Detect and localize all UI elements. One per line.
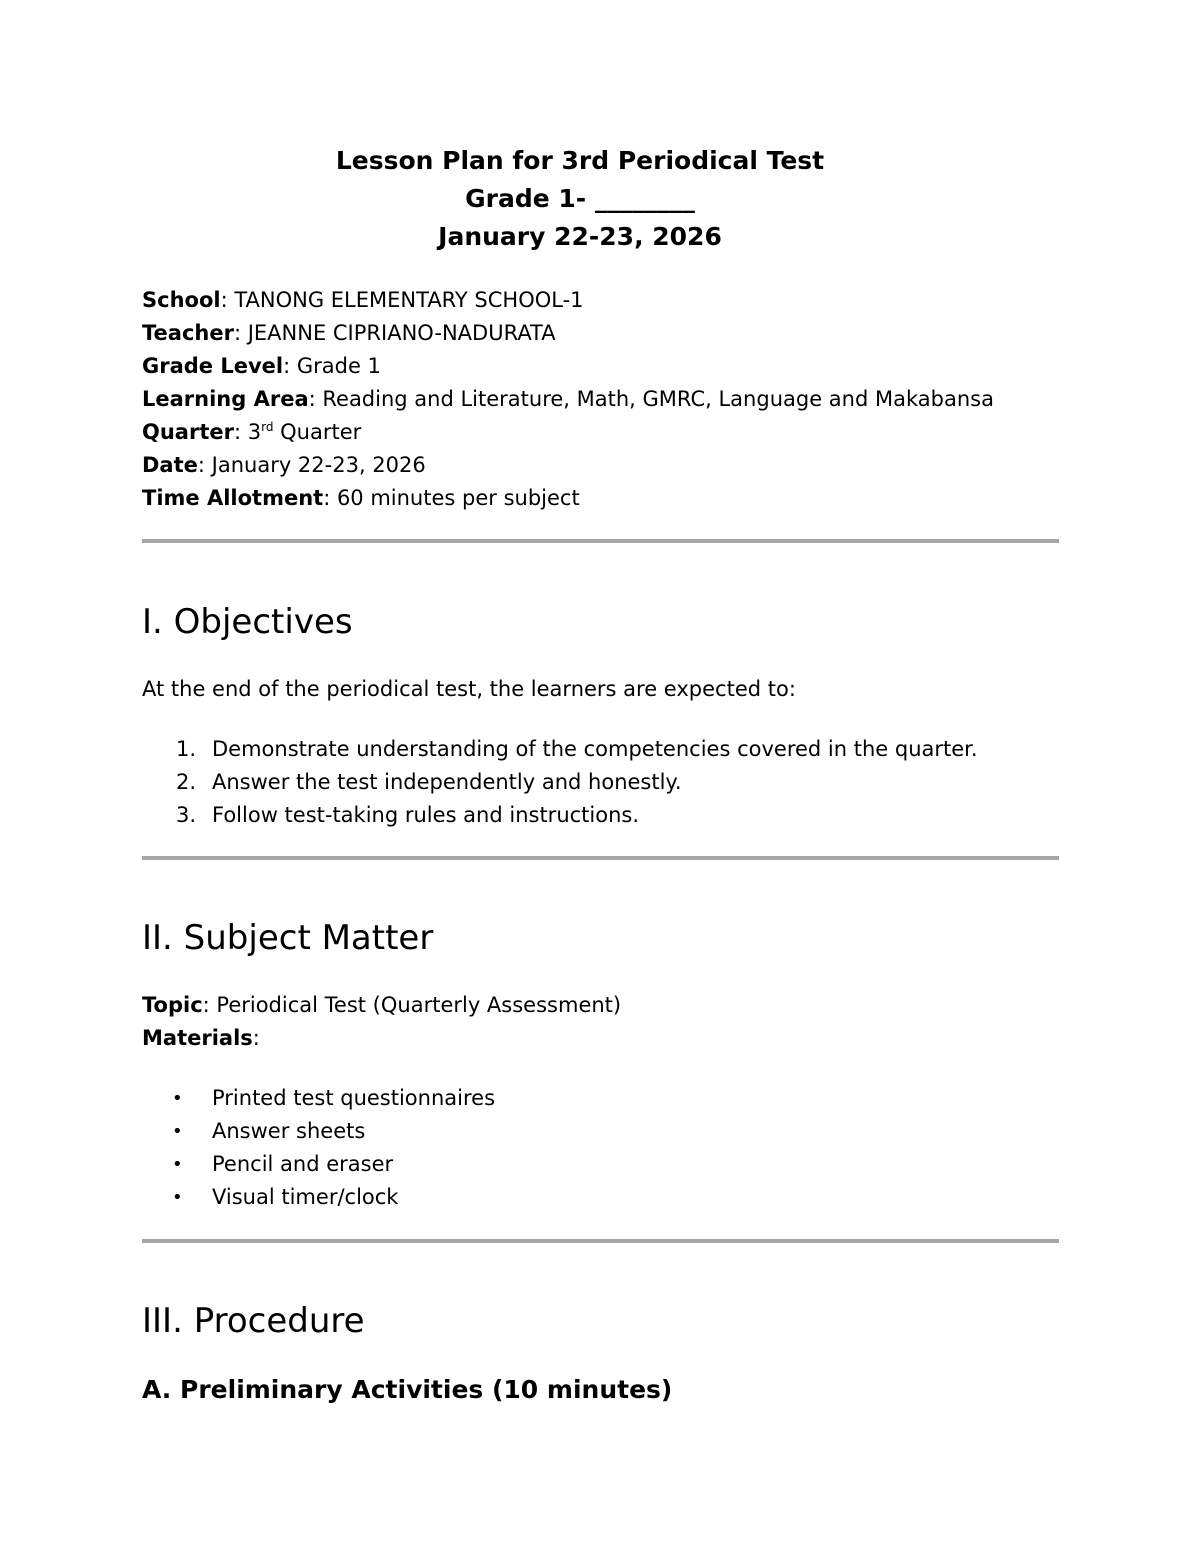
date-line: January 22-23, 2026: [438, 222, 722, 251]
horizontal-rule: [142, 1239, 1059, 1243]
preliminary-activities-heading: A. Preliminary Activities (10 minutes): [142, 1375, 673, 1404]
bullet-icon: •: [172, 1187, 183, 1208]
info-date: [142, 449, 994, 482]
materials-label: Materials: [142, 1026, 253, 1050]
list-item: [142, 733, 978, 766]
list-number: 1.: [176, 737, 197, 761]
list-item-text: Printed test questionnaires: [212, 1086, 496, 1110]
list-item: [142, 766, 978, 799]
topic-label: Topic: [142, 993, 203, 1017]
info-label: Quarter: [142, 420, 234, 444]
info-label: School: [142, 288, 221, 312]
info-value: : 3: [233, 420, 262, 444]
info-label: Learning Area: [142, 387, 309, 411]
list-item: [142, 1148, 495, 1181]
info-school: [142, 284, 994, 317]
info-grade-level: [142, 350, 994, 383]
list-item-text: Follow test-taking rules and instructions.: [212, 803, 640, 827]
info-value: Quarter: [273, 420, 362, 444]
topic-value: : Periodical Test (Quarterly Assessment): [202, 993, 622, 1017]
info-label: Time Allotment: [142, 486, 324, 510]
horizontal-rule: [142, 539, 1059, 543]
title-block: [0, 142, 1160, 256]
info-quarter: [142, 416, 994, 449]
materials-list: [142, 1082, 495, 1214]
info-label: Teacher: [142, 321, 234, 345]
list-item: [142, 1082, 495, 1115]
list-number: 3.: [176, 803, 197, 827]
procedure-heading: III. Procedure: [142, 1301, 365, 1341]
info-value: : TANONG ELEMENTARY SCHOOL-1: [220, 288, 584, 312]
list-item-text: Demonstrate understanding of the competencies covered in the quarter.: [212, 737, 978, 761]
info-value: : JEANNE CIPRIANO-NADURATA: [233, 321, 556, 345]
list-item-text: Pencil and eraser: [212, 1152, 394, 1176]
info-value: : January 22-23, 2026: [197, 453, 426, 477]
bullet-icon: •: [172, 1088, 183, 1109]
info-value: : Grade 1: [283, 354, 381, 378]
topic-line: [142, 989, 621, 1022]
info-label: Date: [142, 453, 198, 477]
list-number: 2.: [176, 770, 197, 794]
info-label: Grade Level: [142, 354, 284, 378]
list-item: [142, 1115, 495, 1148]
subject-matter-heading: II. Subject Matter: [142, 918, 434, 958]
objectives-list: [142, 733, 978, 832]
info-value: : 60 minutes per subject: [323, 486, 580, 510]
list-item-text: Answer the test independently and honestly.: [212, 770, 682, 794]
document-title: Lesson Plan for 3rd Periodical Test: [335, 146, 825, 175]
info-value: : Reading and Literature, Math, GMRC, Language and Makabansa: [308, 387, 994, 411]
objectives-heading: I. Objectives: [142, 602, 353, 642]
ordinal-suffix: rd: [261, 420, 274, 434]
list-item-text: Visual timer/clock: [212, 1185, 399, 1209]
horizontal-rule: [142, 856, 1059, 860]
info-block: [142, 284, 994, 515]
info-learning-area: [142, 383, 994, 416]
list-item: [142, 1181, 495, 1214]
materials-colon: :: [252, 1026, 260, 1050]
info-teacher: [142, 317, 994, 350]
grade-line: Grade 1- ________: [465, 184, 695, 213]
materials-line: [142, 1022, 260, 1055]
info-time-allotment: [142, 482, 994, 515]
bullet-icon: •: [172, 1154, 183, 1175]
bullet-icon: •: [172, 1121, 183, 1142]
list-item: [142, 799, 978, 832]
list-item-text: Answer sheets: [212, 1119, 366, 1143]
objectives-intro: At the end of the periodical test, the learners are expected to:: [142, 677, 796, 701]
